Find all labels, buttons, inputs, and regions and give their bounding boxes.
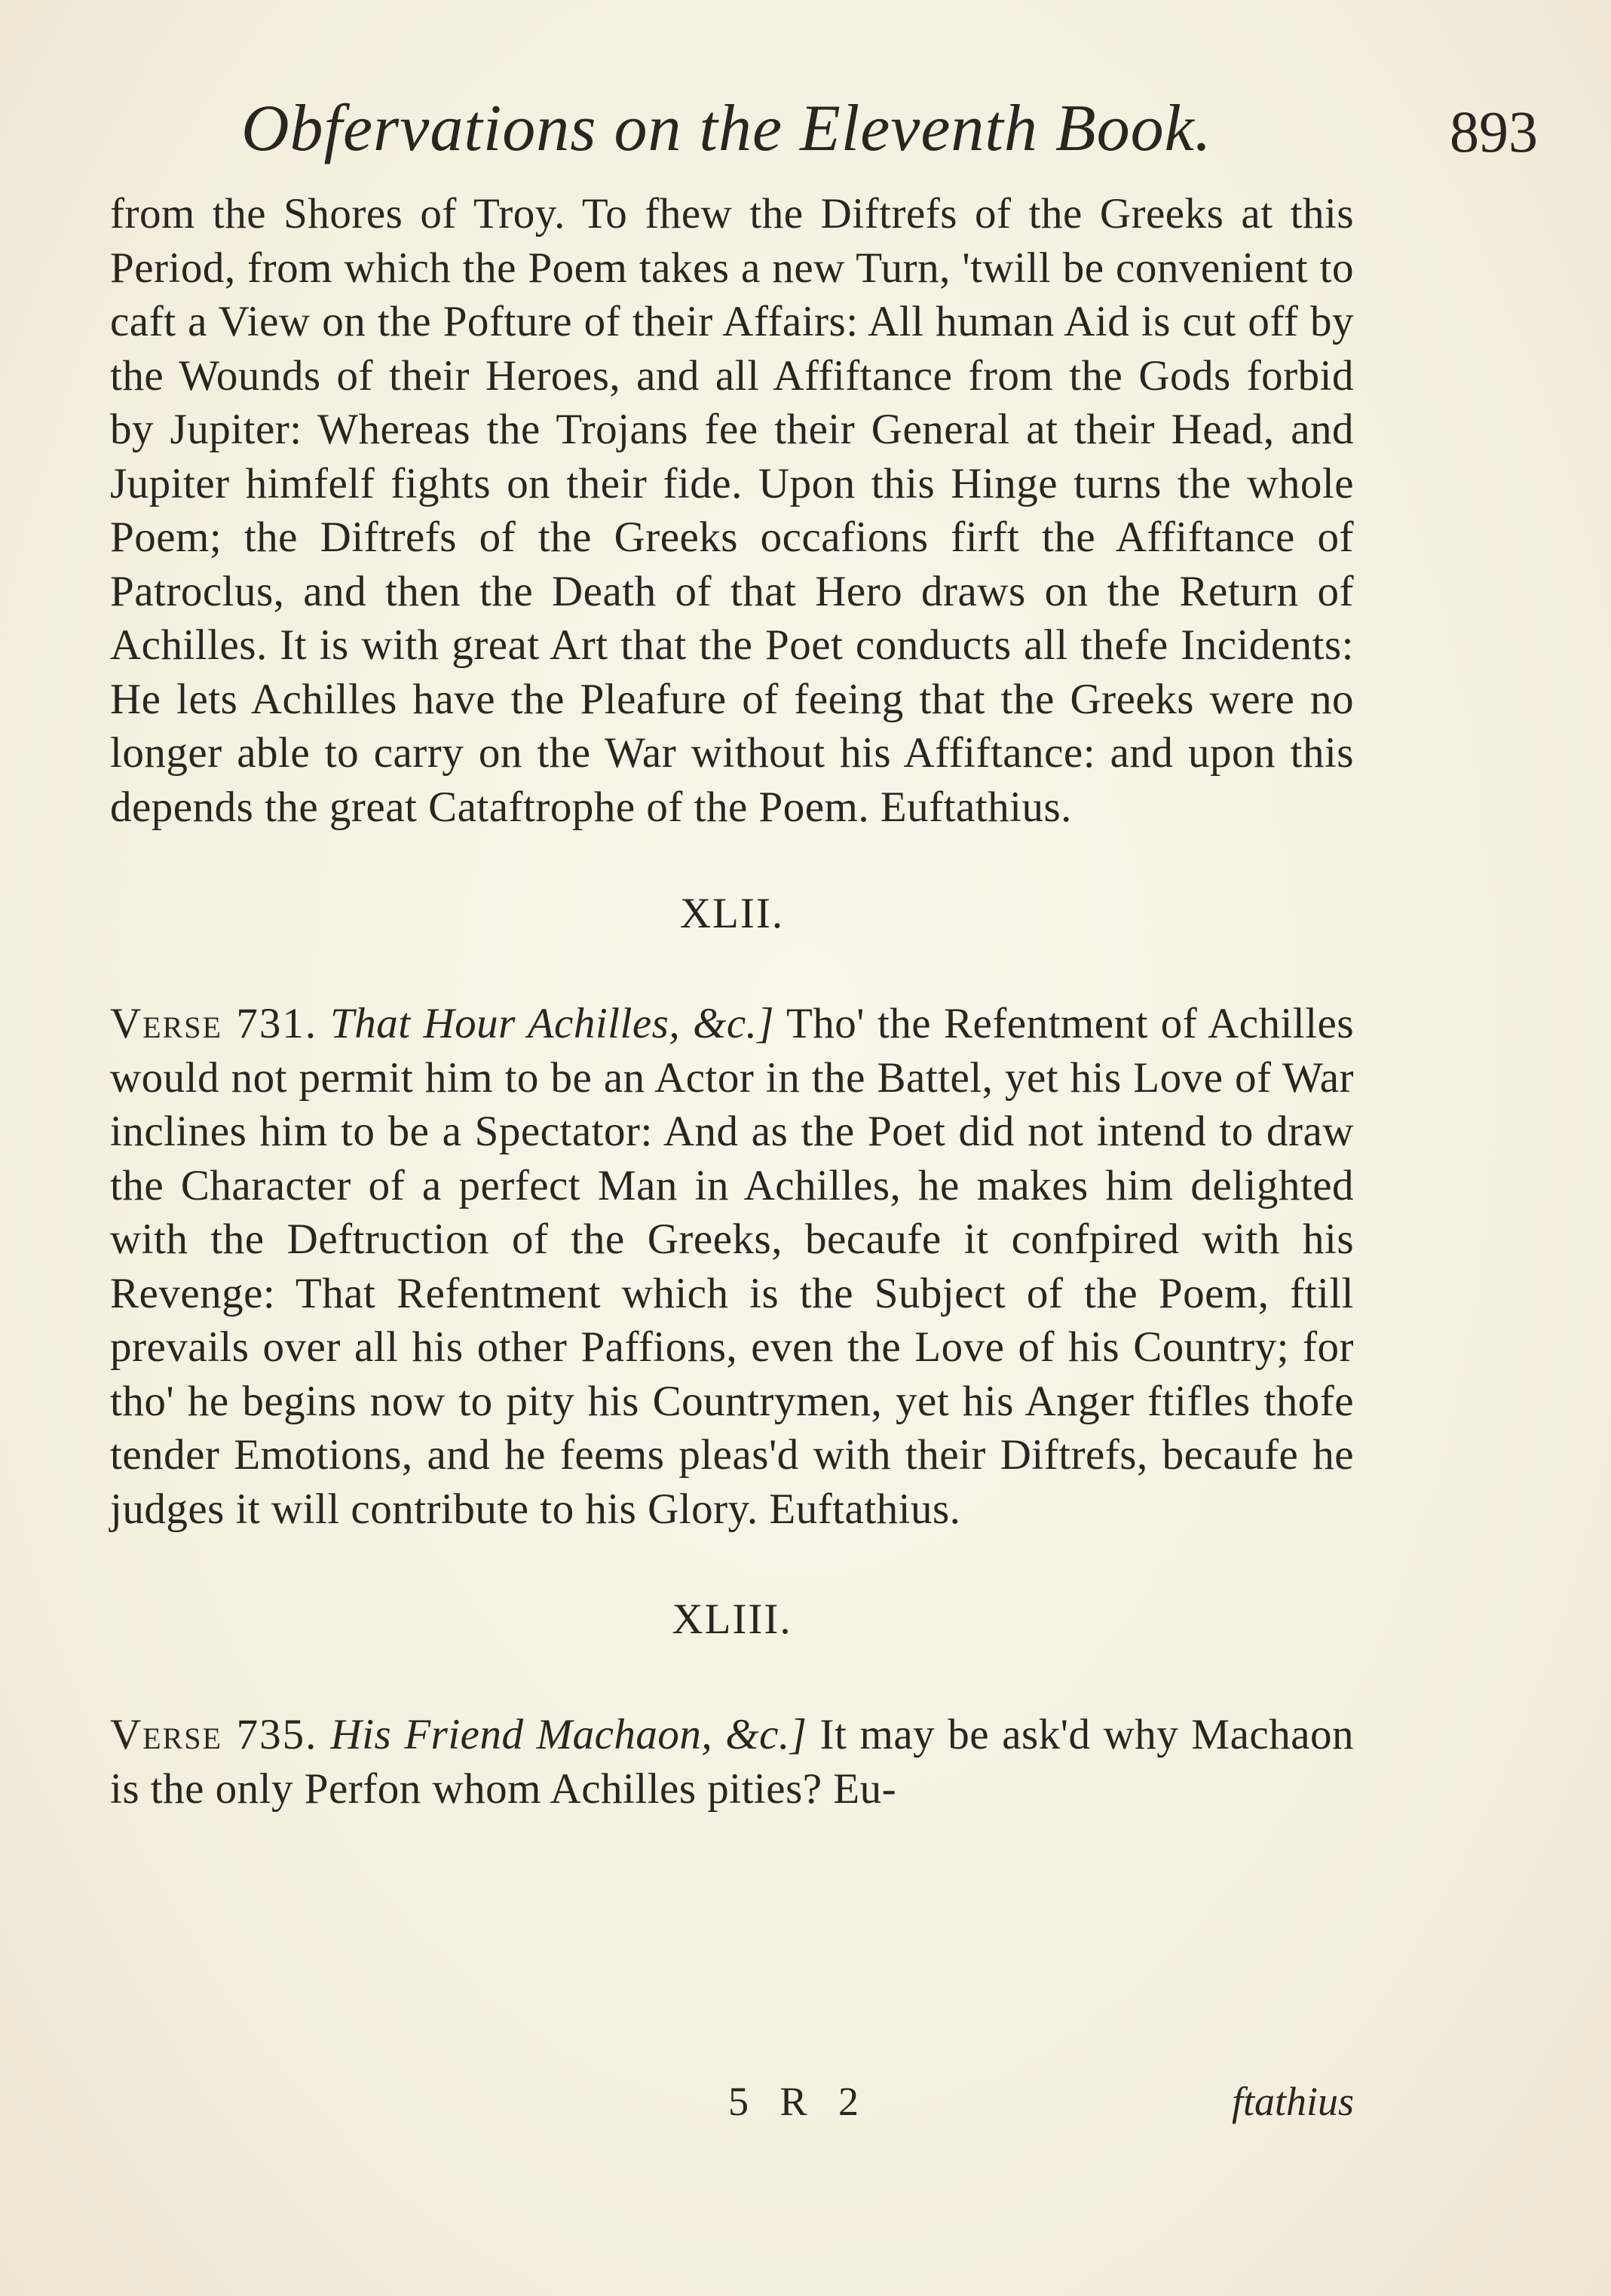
catchword: ftathius xyxy=(1231,2079,1354,2124)
note-xliii-text: It may be ask'd why Machaon is the only Perfon whom Achilles pities? Eu- xyxy=(110,1711,1355,1813)
page-footer xyxy=(110,2078,1354,2138)
signature-mark: 5 R 2 xyxy=(728,2079,870,2124)
page-header xyxy=(241,90,1538,173)
note-xliii-paragraph xyxy=(110,1708,1354,1816)
lemma-731: That Hour Achilles, &c.] xyxy=(330,1000,775,1047)
body-text xyxy=(110,187,1354,1816)
page-number: 893 xyxy=(1450,99,1538,164)
note-xlii-text: Tho' the Refentment of Achilles would not permit him to be an Actor in the Battel, yet his Love of War inclines him to be a Spectator: And as the Poet did not intend to draw the Character of a perfect Man in Achilles, he makes him delighted with the Deftruction of the Greeks, becaufe it confpired with his Revenge: That Refentment which is the Subject of the Poem, ftill prevails over all his other Paffions, even the Love of his Country; for tho' he begins now to pity his Countrymen, yet his Anger ftifles thofe tender Emotions, and he feems pleas'd with their Diftrefs, becaufe he judges it will contribute to his Glory. Euftathius. xyxy=(110,1000,1355,1533)
verse-label-731: Verse 731. xyxy=(110,1000,318,1047)
note-xlii-paragraph xyxy=(110,997,1354,1536)
note-heading-xlii: XLII. xyxy=(679,890,785,937)
running-head: Obfervations on the Eleventh Book. xyxy=(241,92,1212,165)
verse-label-735: Verse 735. xyxy=(110,1711,318,1758)
lemma-735: His Friend Machaon, &c.] xyxy=(330,1711,807,1758)
paragraph-eustathius-continuation: from the Shores of Troy. To fhew the Diftrefs of the Greeks at this Period, from which the Poem takes a new Turn, 'twill be convenient to caft a View on the Pofture of their Affairs: All human Aid is cut off by the Wounds of their Heroes, and all Affiftance from the Gods forbid by Jupiter: Whereas the Trojans fee their General at their Head, and Jupiter himfelf fights on their fide. Upon this Hinge turns the whole Poem; the Diftrefs of the Greeks occafions firft the Affiftance of Patroclus, and then the Death of that Hero draws on the Return of Achilles. It is with great Art that the Poet conducts all thefe Incidents: He lets Achilles have the Pleafure of feeing that the Greeks were no longer able to carry on the War without his Affiftance: and upon this depends the great Cataftrophe of the Poem. Euftathius. xyxy=(110,190,1354,831)
note-heading-xliii: XLIII. xyxy=(672,1596,792,1643)
